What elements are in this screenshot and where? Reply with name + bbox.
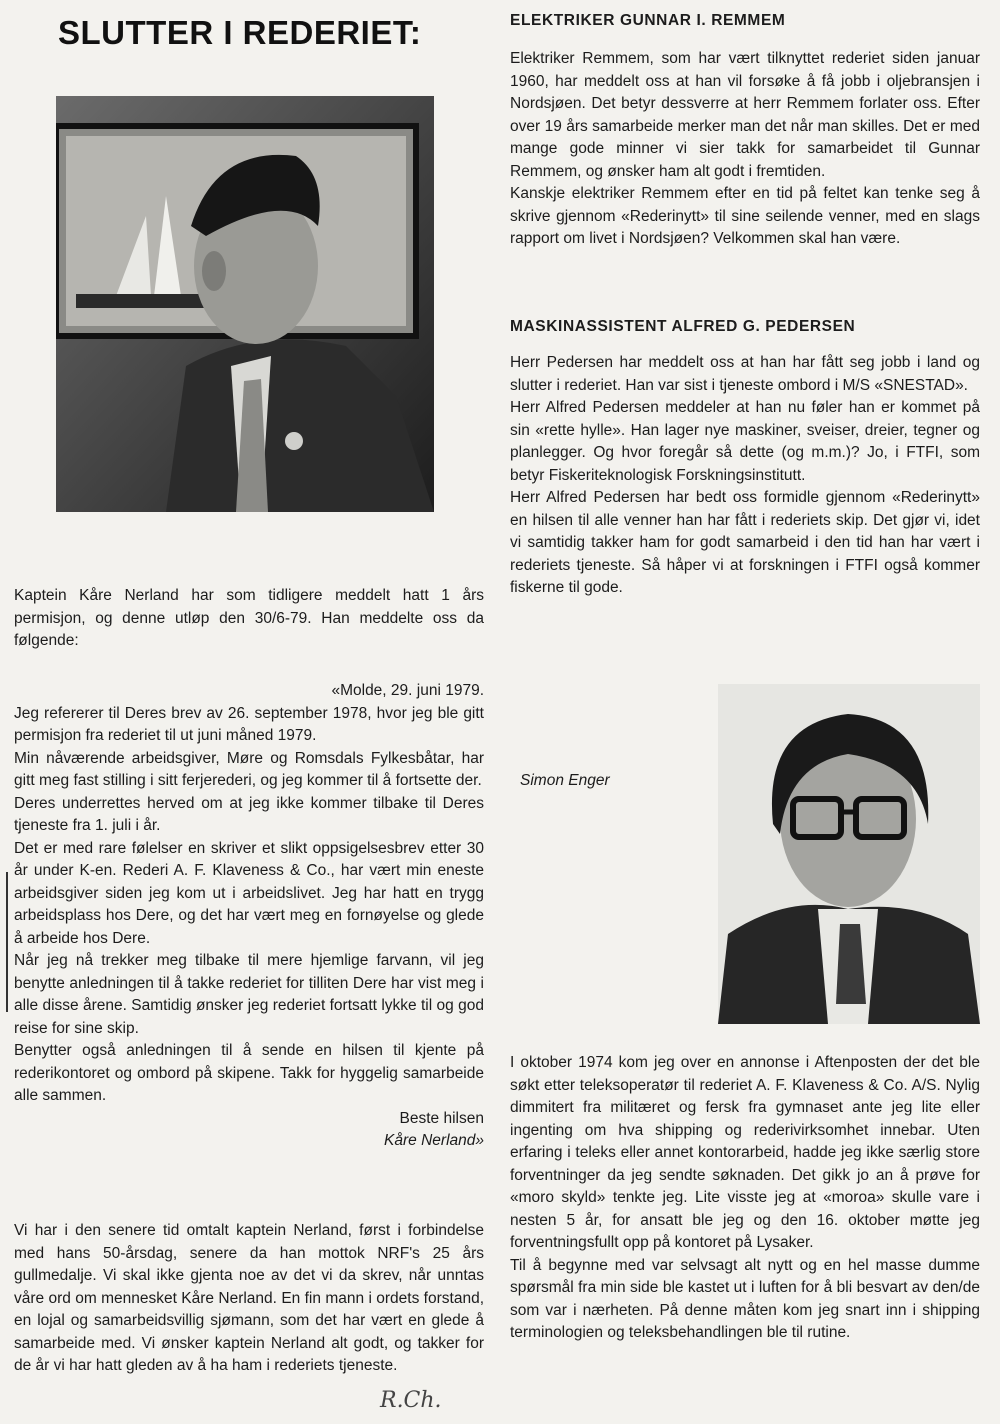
remmem-paragraph: Elektriker Remmem, som har vært tilknyttet rederiet siden januar 1960, har meddelt oss at han vil forsøke å få jobb i oljebransjen i Nordsjøen. Det betyr dessverre at herr Remmem forlater oss. Efter over 19 års samarbeide merker man det når man skilles. Det er med mange gode minner vi sier takk for samarbeidet til Gunnar Remmem, og ønsker ham alt godt i fremtiden. [510, 50, 980, 180]
page-title: SLUTTER I REDERIET: [58, 14, 422, 51]
pedersen-paragraph: Herr Pedersen har meddelt oss at han har fått seg jobb i land og slutter i rederiet. Han var sist i tjeneste ombord i M/S «SNESTAD». [510, 354, 980, 394]
portrait-photo-nerland [56, 96, 434, 512]
remmem-heading: ELEKTRIKER GUNNAR I. REMMEM [510, 12, 786, 29]
letter-paragraph: Det er med rare følelser en skriver et slikt oppsigelsesbrev etter 30 år under K-en. Rederi A. F. Klaveness & Co., har vært min eneste arbeidsgiver siden jeg kom ut i arbeidslivet. Jeg har hatt en trygg arbeidsplass hos Dere, og det har vært meg en fornøyelse og glede å arbeide hos Dere. [14, 839, 484, 947]
letter-signature: Kåre Nerland» [384, 1132, 484, 1149]
letter-paragraph: Benytter også anledningen til å sende en hilsen til kjente på rederikontoret og ombord på skipene. Takk for hyggelig samarbeide alle sammen. [14, 1042, 484, 1104]
intro-paragraph: Kaptein Kåre Nerland har som tidligere meddelt hatt 1 års permisjon, og denne utløp den 30/6-79. Han meddelte oss da følgende: [14, 587, 484, 649]
outro-paragraph: Vi har i den senere tid omtalt kaptein Nerland, først i forbindelse med hans 50-årsdag, senere da han mottok NRF's 25 års gullmedalje. Vi skal ikke gjenta noe av det vi da skrev, når unntas våre ord om mennesket Kåre Nerland. En fin mann i ordets forstand, en lojal og samarbeidsvillig sjømann, som det har vært en glede å samarbeide med. Vi ønsker kaptein Nerland alt godt, og takker for de år vi har hatt gleden av å ha ham i rederiets tjeneste. [14, 1222, 484, 1374]
pedersen-heading: MASKINASSISTENT ALFRED G. PEDERSEN [510, 318, 856, 335]
handwritten-initials: R.Ch. [380, 1388, 442, 1413]
enger-paragraph: I oktober 1974 kom jeg over en annonse i Aftenposten der det ble søkt etter teleksoperatør til rederiet A. F. Klaveness & Co. A/S. Nylig dimmitert fra militæret og fersk fra gymnaset ante jeg lite eller ingenting om hva shipping og rederivirksomhet innebar. Uten erfaring i teleks eller annet kontorarbeid, hadde jeg ikke særlig store forventninger da jeg sendte søknaden. Det gikk jo an å prøve for «moro skyld» tenkte jeg. Lite visste jeg at «moroa» skulle vare i nesten 5 år, for ansatt ble jeg og den 16. oktober møtte jeg forventningsfullt opp på kontoret på Lysaker. [510, 1054, 980, 1251]
pedersen-paragraph: Herr Alfred Pedersen meddeler at han nu føler han er kommet på sin «rette hylle». Han lager nye maskiner, sveiser, dreier, tegner og planlegger. Og hvor foregår så dette (og m.m.)? Jo, i FTFI, som betyr Fiskeriteknologisk Forskningsinstitutt. [510, 399, 980, 484]
letter-paragraph: Når jeg nå trekker meg tilbake til mere hjemlige farvann, vil jeg benytte anledningen til å takke rederiet for tilliten Dere har vist meg i alle disse årene. Samtidig ønsker jeg rederiet fortsatt lykke til og god reise for sine skip. [14, 952, 484, 1037]
letter-paragraph: Deres underrettes herved om at jeg ikke kommer tilbake til Deres tjeneste fra 1. juli i år. [14, 794, 484, 834]
letter-paragraph: Jeg refererer til Deres brev av 26. september 1978, hvor jeg ble gitt permisjon fra rederiet til ut juni måned 1979. [14, 704, 484, 744]
letter-paragraph: Min nåværende arbeidsgiver, Møre og Romsdals Fylkesbåtar, har gitt meg fast stilling i sitt ferjerederi, og jeg kommer til å fortsette der. [14, 749, 484, 789]
photo-caption: Simon Enger [520, 772, 610, 789]
margin-mark [6, 872, 8, 1012]
portrait-photo-enger [718, 684, 980, 1024]
pedersen-paragraph: Herr Alfred Pedersen har bedt oss formidle gjennom «Rederinytt» en hilsen til alle venner han har fått i rederiets skip. Det gjør vi, idet vi samtidig takker ham for godt samarbeid i den tid han har vært i rederiets tjeneste. Så håper vi at forskningen i FTFI også kommer fiskerne til gode. [510, 489, 980, 596]
enger-paragraph: Til å begynne med var selvsagt alt nytt og en hel masse dumme spørsmål fra min side ble kastet ut i luften for å bli besvart av den/de som var i nærheten. På denne måten kom jeg snart inn i shipping terminologien og teleksbehandlingen ble til rutine. [510, 1256, 980, 1341]
letter-date: «Molde, 29. juni 1979. [331, 682, 484, 699]
letter-closing: Beste hilsen [399, 1109, 484, 1127]
remmem-paragraph: Kanskje elektriker Remmem efter en tid på feltet kan tenke seg å skrive gjennom «Rederinytt» til sine seilende venner, med en slags rapport om livet i Nordsjøen? Velkommen skal han være. [510, 185, 980, 247]
